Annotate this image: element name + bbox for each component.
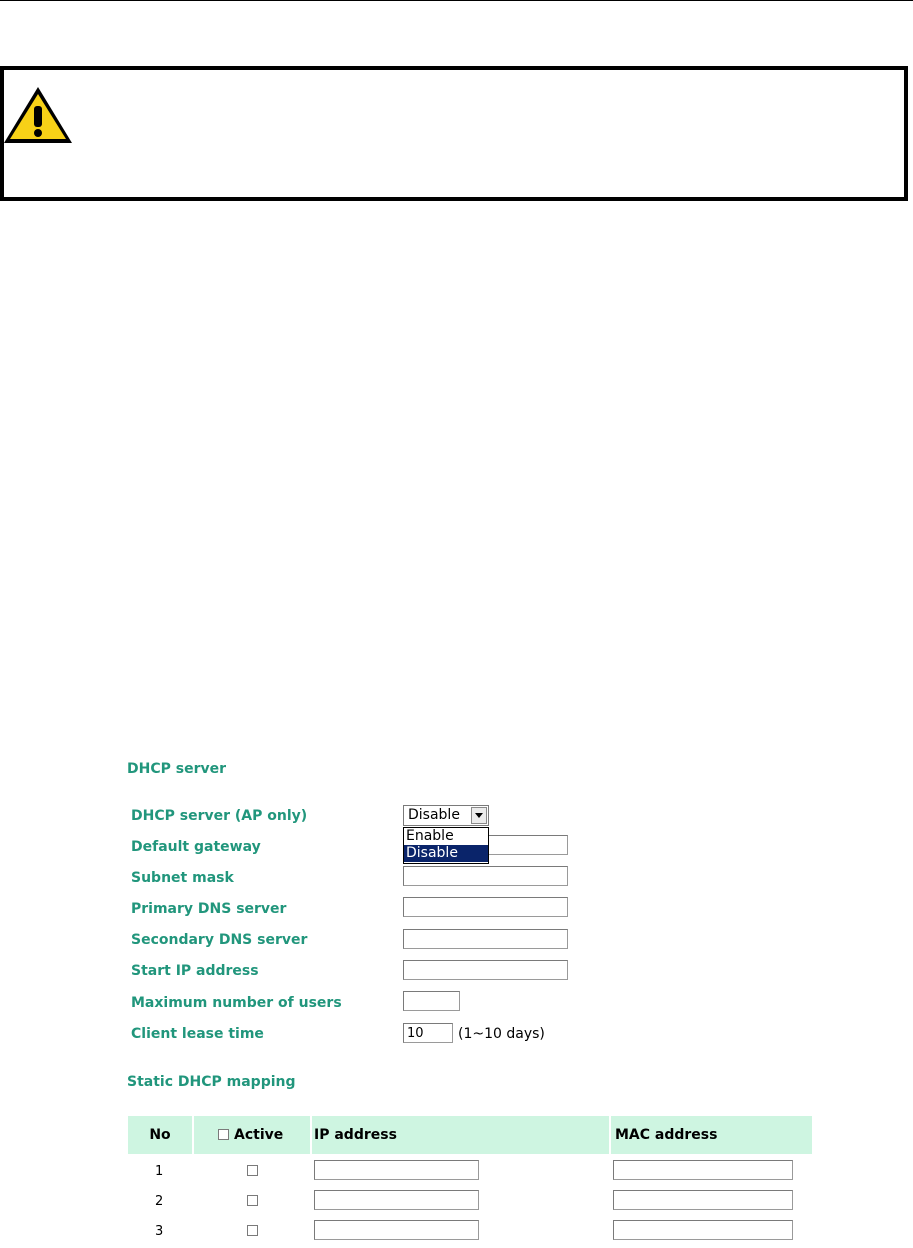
column-header-no: No (128, 1116, 192, 1154)
dropdown-option-enable[interactable]: Enable (406, 828, 454, 844)
subnet-mask-input[interactable] (403, 866, 568, 886)
dropdown-option-disable[interactable]: Disable (404, 845, 488, 862)
lease-time-range-hint: (1~10 days) (458, 1026, 545, 1042)
warning-triangle-icon (2, 84, 74, 146)
label-dhcp-server-ap-only: DHCP server (AP only) (131, 808, 308, 824)
row-active-checkbox[interactable] (247, 1165, 258, 1176)
row-number: 3 (155, 1224, 164, 1239)
row-mac-input[interactable] (613, 1160, 793, 1180)
label-default-gateway: Default gateway (131, 839, 261, 855)
row-number: 1 (155, 1164, 164, 1179)
warning-box (0, 66, 908, 201)
row-ip-input[interactable] (314, 1160, 479, 1180)
max-users-input[interactable] (403, 991, 460, 1011)
label-max-users: Maximum number of users (131, 995, 342, 1011)
label-primary-dns: Primary DNS server (131, 901, 287, 917)
dhcp-server-select[interactable] (403, 805, 489, 826)
row-ip-input[interactable] (314, 1220, 479, 1240)
column-header-active: Active (194, 1116, 310, 1154)
label-subnet-mask: Subnet mask (131, 870, 234, 886)
row-active-checkbox[interactable] (247, 1195, 258, 1206)
start-ip-input[interactable] (403, 960, 568, 980)
top-rule (0, 0, 913, 1)
select-all-checkbox[interactable] (218, 1129, 229, 1140)
primary-dns-input[interactable] (403, 897, 568, 917)
label-secondary-dns: Secondary DNS server (131, 932, 308, 948)
row-active-checkbox[interactable] (247, 1225, 258, 1236)
dhcp-server-select-value: Disable (408, 807, 460, 823)
static-mapping-table-header (128, 1116, 812, 1154)
row-mac-input[interactable] (613, 1220, 793, 1240)
section-title-dhcp-server: DHCP server (127, 761, 227, 777)
label-client-lease-time: Client lease time (131, 1026, 264, 1042)
dhcp-server-dropdown (403, 827, 489, 864)
column-header-mac-address: MAC address (611, 1116, 812, 1154)
row-mac-input[interactable] (613, 1190, 793, 1210)
client-lease-time-input[interactable] (403, 1023, 453, 1043)
column-header-ip-address: IP address (312, 1116, 609, 1154)
dhcp-settings-panel (120, 752, 820, 1248)
section-title-static-dhcp-mapping: Static DHCP mapping (127, 1074, 296, 1090)
chevron-down-icon[interactable] (471, 807, 487, 824)
label-start-ip: Start IP address (131, 963, 259, 979)
row-number: 2 (155, 1194, 164, 1209)
secondary-dns-input[interactable] (403, 929, 568, 949)
row-ip-input[interactable] (314, 1190, 479, 1210)
